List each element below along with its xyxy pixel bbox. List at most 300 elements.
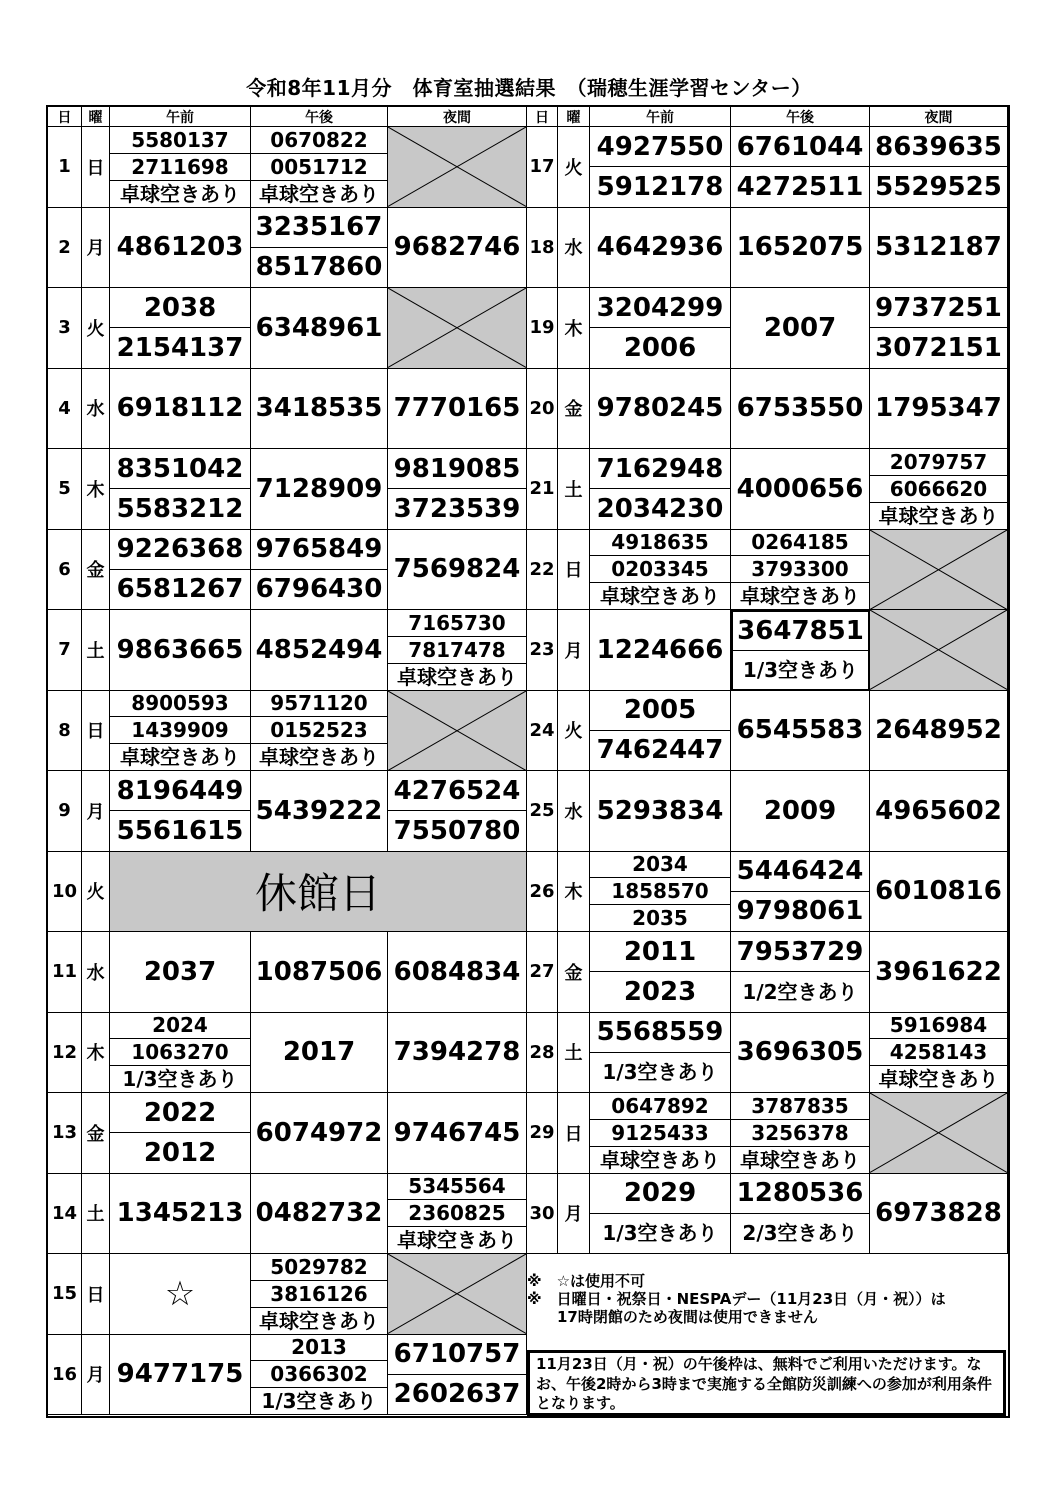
weekday: 月 [82, 771, 110, 852]
unavailable-cross-icon [870, 1093, 1007, 1173]
winning-number: 2360825 [388, 1199, 526, 1226]
evening-slot [388, 691, 527, 772]
day-number: 3 [48, 288, 82, 369]
winning-number: 3793300 [731, 555, 869, 582]
winning-number: 9765849 [255, 534, 383, 565]
winning-number: 6753550 [736, 393, 864, 424]
morning-slot [110, 208, 251, 289]
winning-number: 2035 [590, 904, 730, 931]
header-day: 日 [48, 107, 82, 127]
day-number: 17 [527, 127, 558, 208]
afternoon-slot [251, 691, 388, 772]
morning-slot [110, 1254, 251, 1335]
morning-slot [590, 852, 731, 933]
vacancy-note: 卓球空きあり [590, 582, 730, 609]
winning-number: 3816126 [251, 1280, 387, 1307]
morning-slot [590, 691, 731, 772]
weekday: 木 [82, 1013, 110, 1094]
winning-number: 7165730 [408, 610, 506, 635]
winning-number: 8639635 [875, 131, 1002, 162]
page-title: 令和8年11月分 体育室抽選結果 （瑞穂生涯学習センター） [246, 76, 812, 100]
winning-number: 5293834 [596, 795, 724, 826]
winning-number: 9863665 [116, 634, 244, 665]
evening-slot [870, 127, 1008, 208]
evening-slot [388, 530, 527, 611]
weekday: 金 [558, 932, 590, 1013]
morning-slot [110, 127, 251, 208]
day-number: 8 [48, 691, 82, 772]
weekday: 月 [82, 208, 110, 289]
evening-slot [388, 1254, 527, 1335]
morning-slot [590, 1174, 731, 1255]
winning-number: 1087506 [255, 956, 383, 987]
winning-number: 1439909 [110, 716, 250, 743]
day-number: 24 [527, 691, 558, 772]
winning-number: 2602637 [388, 1374, 526, 1414]
winning-number: 7162948 [596, 453, 724, 484]
winning-number: 7394278 [393, 1037, 521, 1068]
day-number: 18 [527, 208, 558, 289]
unavailable-cross-icon [870, 610, 1007, 690]
morning-slot [110, 691, 251, 772]
weekday: 土 [558, 1013, 590, 1094]
day-number: 5 [48, 449, 82, 530]
weekday: 火 [558, 691, 590, 772]
winning-number: 0366302 [251, 1360, 387, 1387]
day-number: 11 [48, 932, 82, 1013]
winning-number: 9571120 [270, 691, 368, 716]
morning-slot [590, 1093, 731, 1174]
afternoon-slot [251, 369, 388, 450]
winning-number: 9477175 [116, 1359, 244, 1390]
vacancy-note: 卓球空きあり [251, 180, 387, 207]
winning-number: 0152523 [251, 716, 387, 743]
winning-number: 8351042 [116, 453, 244, 484]
winning-number: 6918112 [116, 393, 244, 424]
winning-number: 2009 [763, 795, 837, 826]
winning-number: 9798061 [731, 891, 869, 931]
header-weekday: 曜 [558, 107, 590, 127]
vacancy-note: 卓球空きあり [388, 663, 526, 690]
winning-number: 4965602 [875, 795, 1002, 826]
weekday: 水 [82, 369, 110, 450]
weekday: 土 [82, 1174, 110, 1255]
afternoon-slot [731, 530, 870, 611]
afternoon-slot [251, 127, 388, 208]
vacancy-note: 1/3空きあり [251, 1387, 387, 1414]
winning-number: 3256378 [731, 1119, 869, 1146]
weekday: 火 [82, 852, 110, 933]
afternoon-slot [731, 369, 870, 450]
day-number: 15 [48, 1254, 82, 1335]
day-number: 27 [527, 932, 558, 1013]
morning-slot [110, 369, 251, 450]
evening-slot [388, 288, 527, 369]
day-number: 16 [48, 1335, 82, 1416]
header-morning: 午前 [590, 107, 731, 127]
note-line: ※ 日曜日・祝祭日・NESPAデー（11月23日（月・祝））は [527, 1290, 946, 1308]
morning-slot [590, 771, 731, 852]
winning-number: 5312187 [875, 232, 1002, 263]
winning-number: 4258143 [870, 1038, 1007, 1065]
winning-number: 5568559 [596, 1017, 724, 1048]
winning-number: 4272511 [731, 166, 869, 206]
winning-number: 2012 [110, 1132, 250, 1172]
winning-number: 2038 [143, 292, 217, 323]
winning-number: 4276524 [393, 775, 521, 806]
winning-number: 5916984 [889, 1013, 988, 1038]
evening-slot [870, 1174, 1008, 1255]
weekday: 月 [558, 610, 590, 691]
note-line: 17時閉館のため夜間は使用できません [527, 1308, 818, 1326]
winning-number: 7128909 [255, 473, 383, 504]
evening-slot [388, 1093, 527, 1174]
day-number: 20 [527, 369, 558, 450]
afternoon-slot [251, 771, 388, 852]
afternoon-slot [251, 610, 388, 691]
vacancy-note: 卓球空きあり [870, 502, 1007, 529]
unavailable-cross-icon [388, 288, 526, 368]
weekday: 土 [558, 449, 590, 530]
header-evening: 夜間 [870, 107, 1008, 127]
morning-slot [590, 369, 731, 450]
morning-slot [590, 1013, 731, 1094]
winning-number: 6066620 [870, 475, 1007, 502]
vacancy-note: 2/3空きあり [731, 1213, 869, 1253]
winning-number: 6973828 [875, 1198, 1002, 1229]
winning-number: 9819085 [393, 453, 521, 484]
day-number: 10 [48, 852, 82, 933]
weekday: 金 [82, 530, 110, 611]
winning-number: 3204299 [596, 292, 724, 323]
winning-number: 5529525 [870, 166, 1007, 206]
winning-number: 8900593 [131, 691, 229, 716]
vacancy-note: 卓球空きあり [251, 1307, 387, 1334]
day-number: 2 [48, 208, 82, 289]
morning-slot [110, 288, 251, 369]
weekday: 水 [82, 932, 110, 1013]
winning-number: 2013 [291, 1335, 347, 1360]
winning-number: 1224666 [596, 634, 724, 665]
winning-number: 5029782 [270, 1254, 368, 1279]
evening-slot [870, 932, 1008, 1013]
evening-slot [870, 610, 1008, 691]
evening-slot [870, 691, 1008, 772]
winning-number: 9746745 [393, 1117, 521, 1148]
day-number: 28 [527, 1013, 558, 1094]
afternoon-slot [731, 691, 870, 772]
winning-number: 5446424 [736, 856, 864, 887]
evening-slot [870, 771, 1008, 852]
closed-day-banner: 休館日 [110, 852, 527, 933]
vacancy-note: 卓球空きあり [870, 1065, 1007, 1092]
afternoon-slot [251, 288, 388, 369]
winning-number: 2034 [632, 852, 688, 877]
morning-slot [590, 208, 731, 289]
day-number: 26 [527, 852, 558, 933]
winning-number: 9780245 [596, 393, 724, 424]
day-number: 1 [48, 127, 82, 208]
notes [527, 1272, 1007, 1326]
day-number: 7 [48, 610, 82, 691]
winning-number: 0051712 [251, 153, 387, 180]
evening-slot [870, 449, 1008, 530]
evening-slot [870, 208, 1008, 289]
winning-number: 8196449 [116, 775, 244, 806]
day-number: 30 [527, 1174, 558, 1255]
winning-number: 6761044 [736, 131, 864, 162]
weekday: 金 [82, 1093, 110, 1174]
afternoon-slot [251, 1335, 388, 1416]
day-number: 21 [527, 449, 558, 530]
afternoon-slot [731, 1174, 870, 1255]
vacancy-note: 1/2空きあり [731, 971, 869, 1011]
winning-number: 2007 [763, 312, 837, 343]
winning-number: 2037 [143, 956, 217, 987]
weekday: 日 [82, 127, 110, 208]
afternoon-slot [731, 1013, 870, 1094]
winning-number: 4000656 [736, 473, 864, 504]
winning-number: 2005 [623, 695, 697, 726]
winning-number: 2017 [282, 1037, 356, 1068]
winning-number: 5345564 [408, 1174, 506, 1199]
vacancy-note: 1/3空きあり [110, 1065, 250, 1092]
winning-number: 2029 [623, 1178, 697, 1209]
weekday: 金 [558, 369, 590, 450]
header-weekday: 曜 [82, 107, 110, 127]
winning-number: 6710757 [393, 1339, 521, 1370]
winning-number: 2024 [152, 1013, 208, 1038]
morning-slot [110, 1174, 251, 1255]
evening-slot [388, 1335, 527, 1416]
winning-number: 4852494 [255, 634, 383, 665]
winning-number: 1280536 [736, 1178, 864, 1209]
vacancy-note: 卓球空きあり [731, 1146, 869, 1173]
morning-slot [110, 771, 251, 852]
winning-number: 2023 [590, 971, 730, 1011]
winning-number: 1858570 [590, 877, 730, 904]
winning-number: 7953729 [736, 936, 864, 967]
winning-number: 2154137 [110, 327, 250, 367]
vacancy-note: 卓球空きあり [731, 582, 869, 609]
winning-number: 6084834 [393, 956, 521, 987]
afternoon-slot [251, 530, 388, 611]
winning-number: 1345213 [116, 1198, 244, 1229]
morning-slot [110, 530, 251, 611]
winning-number: 0482732 [255, 1198, 383, 1229]
vacancy-note: 卓球空きあり [110, 743, 250, 770]
weekday: 木 [558, 288, 590, 369]
vacancy-note: 卓球空きあり [251, 743, 387, 770]
day-number: 22 [527, 530, 558, 611]
winning-number: 5583212 [110, 488, 250, 528]
winning-number: 9737251 [875, 292, 1002, 323]
day-number: 14 [48, 1174, 82, 1255]
winning-number: 6581267 [110, 569, 250, 609]
afternoon-slot [251, 1093, 388, 1174]
morning-slot [590, 530, 731, 611]
day-number: 25 [527, 771, 558, 852]
winning-number: 9226368 [116, 534, 244, 565]
winning-number: 4642936 [596, 232, 724, 263]
winning-number: 3787835 [751, 1093, 849, 1118]
vacancy-note: 1/3空きあり [590, 1052, 730, 1092]
day-number: 23 [527, 610, 558, 691]
header-morning: 午前 [110, 107, 251, 127]
day-number: 19 [527, 288, 558, 369]
evening-slot [870, 530, 1008, 611]
vacancy-note: 1/3空きあり [733, 650, 868, 689]
weekday: 木 [558, 852, 590, 933]
day-number: 13 [48, 1093, 82, 1174]
morning-slot [590, 288, 731, 369]
afternoon-slot [251, 1174, 388, 1255]
weekday: 土 [82, 610, 110, 691]
day-number: 9 [48, 771, 82, 852]
winning-number: 3723539 [388, 488, 526, 528]
unavailable-cross-icon [870, 530, 1007, 610]
winning-number: 1652075 [736, 232, 864, 263]
winning-number: 9682746 [393, 232, 521, 263]
winning-number: 8517860 [251, 247, 387, 287]
header-evening: 夜間 [388, 107, 527, 127]
evening-slot [388, 1174, 527, 1255]
winning-number: 7462447 [590, 730, 730, 770]
afternoon-slot [731, 932, 870, 1013]
afternoon-slot [251, 1254, 388, 1335]
vacancy-note: 1/3空きあり [590, 1213, 730, 1253]
unavailable-cross-icon [388, 127, 526, 207]
afternoon-slot [731, 1093, 870, 1174]
header-afternoon: 午後 [251, 107, 388, 127]
weekday: 日 [82, 691, 110, 772]
weekday: 日 [82, 1254, 110, 1335]
winning-number: 5580137 [131, 127, 229, 152]
winning-number: 3418535 [255, 393, 383, 424]
weekday: 火 [558, 127, 590, 208]
winning-number: 4927550 [596, 131, 724, 162]
day-number: 4 [48, 369, 82, 450]
evening-slot [388, 771, 527, 852]
morning-slot [110, 610, 251, 691]
winning-number: 6348961 [255, 312, 383, 343]
morning-slot [590, 932, 731, 1013]
evening-slot [388, 208, 527, 289]
evening-slot [870, 1093, 1008, 1174]
evening-slot [388, 369, 527, 450]
evening-slot [388, 932, 527, 1013]
morning-slot [590, 610, 731, 691]
evening-slot [870, 288, 1008, 369]
winning-number: 1063270 [110, 1038, 250, 1065]
winning-number: 6545583 [736, 715, 864, 746]
winning-number: 2022 [143, 1097, 217, 1128]
winning-number: 7550780 [388, 810, 526, 850]
unavailable-cross-icon [388, 1254, 526, 1334]
weekday: 火 [82, 288, 110, 369]
afternoon-slot [731, 288, 870, 369]
evening-slot [388, 127, 527, 208]
winning-number: 2006 [590, 327, 730, 367]
morning-slot [110, 449, 251, 530]
afternoon-slot [731, 208, 870, 289]
winning-number: 2011 [623, 936, 697, 967]
weekday: 日 [558, 1093, 590, 1174]
afternoon-slot [251, 208, 388, 289]
winning-number: 4918635 [611, 530, 709, 555]
evening-slot [388, 449, 527, 530]
evening-slot [870, 369, 1008, 450]
vacancy-note: 卓球空きあり [110, 180, 250, 207]
header-afternoon: 午後 [731, 107, 870, 127]
winning-number: 3235167 [255, 212, 383, 243]
afternoon-slot [251, 449, 388, 530]
morning-slot [590, 127, 731, 208]
winning-number: 5439222 [255, 795, 383, 826]
afternoon-slot [731, 127, 870, 208]
evening-slot [388, 610, 527, 691]
day-number: 29 [527, 1093, 558, 1174]
morning-slot [110, 932, 251, 1013]
free-use-notice: 11月23日（月・祝）の午後枠は、無料でご利用いただけます。なお、午後2時から3時まで実施する全館防災訓練への参加が利用条件となります。 [527, 1350, 1006, 1416]
winning-number: 2648952 [875, 715, 1002, 746]
weekday: 水 [558, 208, 590, 289]
winning-number: 3961622 [875, 956, 1002, 987]
vacancy-note: 卓球空きあり [590, 1146, 730, 1173]
evening-slot [388, 1013, 527, 1094]
weekday: 月 [558, 1174, 590, 1255]
weekday: 日 [558, 530, 590, 611]
winning-number: 2711698 [110, 153, 250, 180]
winning-number: 6010816 [875, 876, 1002, 907]
winning-number: 3696305 [736, 1037, 864, 1068]
afternoon-slot [731, 852, 870, 933]
winning-number: 9125433 [590, 1119, 730, 1146]
morning-slot [110, 1335, 251, 1416]
winning-number: 5561615 [110, 810, 250, 850]
winning-number: 7569824 [393, 554, 521, 585]
lottery-results-table [46, 105, 1010, 1418]
winning-number: 3072151 [870, 327, 1007, 367]
winning-number: 4861203 [116, 232, 244, 263]
unavailable-cross-icon [388, 691, 526, 771]
morning-slot [110, 1013, 251, 1094]
winning-number: 6074972 [255, 1117, 383, 1148]
weekday: 月 [82, 1335, 110, 1416]
afternoon-slot [251, 932, 388, 1013]
day-number: 12 [48, 1013, 82, 1094]
weekday: 木 [82, 449, 110, 530]
winning-number: 3647851 [737, 615, 864, 646]
winning-number: 0264185 [751, 530, 849, 555]
vacancy-note: 卓球空きあり [388, 1226, 526, 1253]
morning-slot [110, 1093, 251, 1174]
header-day: 日 [527, 107, 558, 127]
morning-slot [590, 449, 731, 530]
note-line: ※ ☆は使用不可 [527, 1272, 646, 1290]
winning-number: 7770165 [393, 393, 521, 424]
afternoon-slot [731, 610, 870, 691]
winning-number: 5912178 [590, 166, 730, 206]
winning-number: 7817478 [388, 636, 526, 663]
day-number: 6 [48, 530, 82, 611]
afternoon-slot [731, 449, 870, 530]
winning-number: 0670822 [270, 127, 368, 152]
winning-number: 2034230 [590, 488, 730, 528]
evening-slot [870, 852, 1008, 933]
winning-number: 0647892 [611, 1093, 709, 1118]
winning-number: 1795347 [875, 393, 1002, 424]
